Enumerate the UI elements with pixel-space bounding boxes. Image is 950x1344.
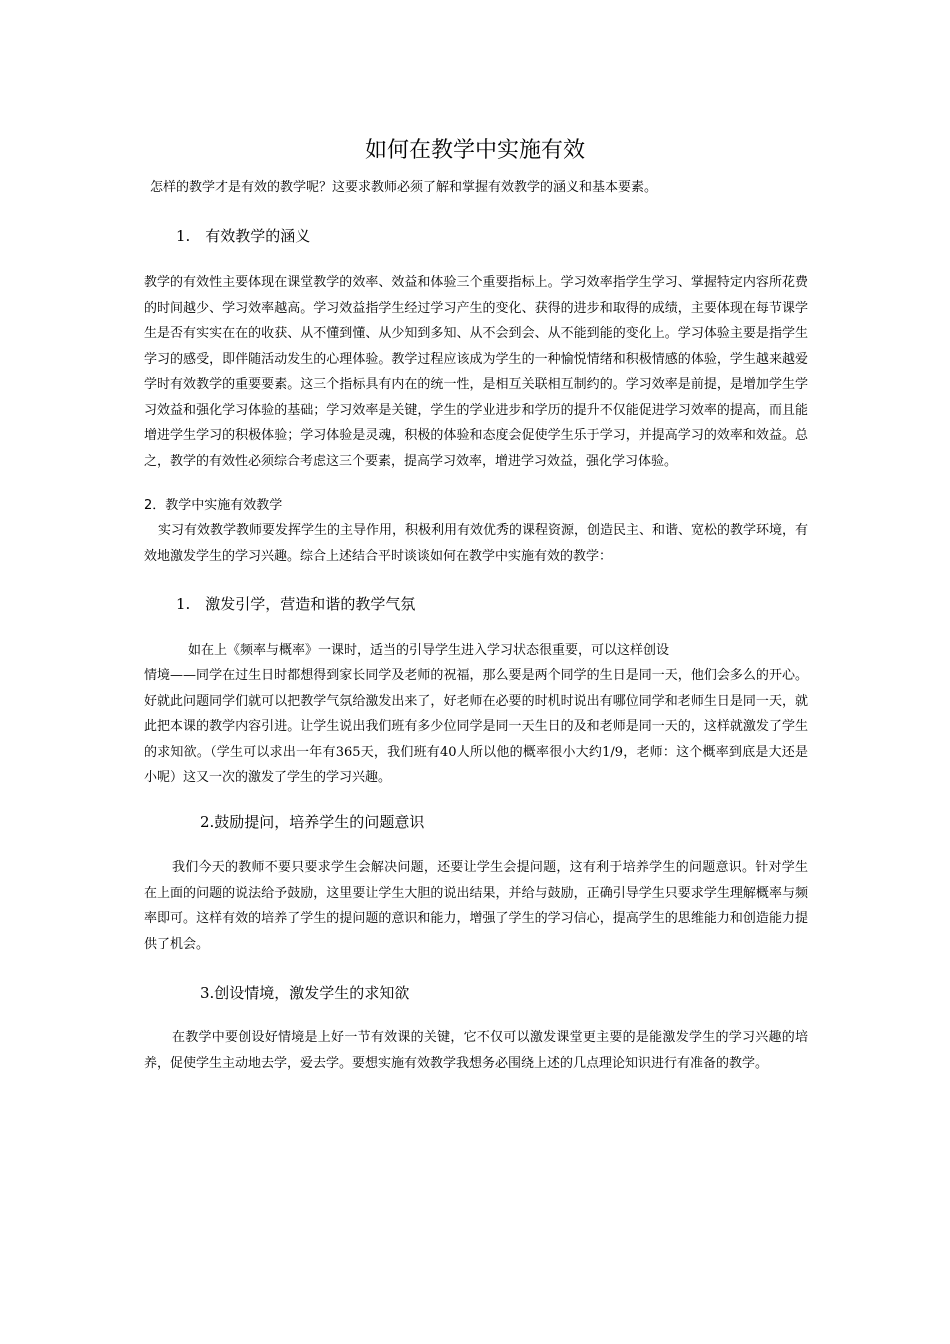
section1-heading: 1. 有效教学的涵义	[176, 227, 311, 245]
point1-heading: 1. 激发引学，营造和谐的教学气氛	[176, 595, 416, 613]
point1-first-line: 如在上《频率与概率》一课时，适当的引导学生进入学习状态很重要，可以这样创设	[188, 643, 670, 658]
point3-heading: 3.创设情境，激发学生的求知欲	[200, 984, 410, 1002]
section1-body: 教学的有效性主要体现在课堂教学的效率、效益和体验三个重要指标上。学习效率指学生学习、掌握特定内容所花费的时间越少、学习效率越高。学习效益指学生经过学习产生的变化、获得的进步和取得的成绩，主要体现在每节课学生是否有实实在在的收获、从不懂到懂、从少知到多知、从不会到会、从不能到能的变化上。学习体验主要是指学生学习的感受，即伴随活动发生的心理体验。教学过程应该成为学生的一种愉悦情绪和积极情感的体验，学生越来越爱学时有效教学的重要要素。这三个指标具有内在的统一性，是相互关联相互制约的。学习效率是前提，是增加学生学习效益和强化学习体验的基础；学习效率是关键，学生的学业进步和学历的提升不仅能促进学习效率的提高，而且能增进学生学习的积极体验；学习体验是灵魂，积极的体验和态度会促使学生乐于学习，并提高学习的效率和效益。总之，教学的有效性必须综合考虑这三个要素，提高学习效率，增进学习效益，强化学习体验。	[144, 275, 808, 469]
point2-body: 我们今天的教师不要只要求学生会解决问题，还要让学生会提问题，这有利于培养学生的问题意识。针对学生在上面的问题的说法给予鼓励，这里要让学生大胆的说出结果，并给与鼓励，正确引导学生只要求学生理解概率与频率即可。这样有效的培养了学生的提问题的意识和能力，增强了学生的学习信心，提高学生的思维能力和创造能力提供了机会。	[144, 860, 808, 952]
intro-paragraph: 怎样的教学才是有效的教学呢？这要求教师必须了解和掌握有效教学的涵义和基本要素。	[150, 180, 658, 195]
section2-body: 实习有效教学教师要发挥学生的主导作用，积极利用有效优秀的课程资源，创造民主、和谐、宽松的教学环境，有效地激发学生的学习兴趣。综合上述结合平时谈谈如何在教学中实施有效的教学：	[144, 523, 809, 564]
document-title: 如何在教学中实施有效	[364, 138, 585, 163]
section2-heading: 2．教学中实施有效教学	[144, 498, 283, 513]
point1-body: 情境——同学在过生日时都想得到家长同学及老师的祝福，那么要是两个同学的生日是同一天，他们会多么的开心。好就此问题同学们就可以把教学气氛给激发出来了，好老师在必要的时机时说出有哪位同学和老师生日是同一天，就此把本课的教学内容引进。让学生说出我们班有多少位同学是同一天生日的及和老师是同一天的，这样就激发了学生的求知欲。（学生可以求出一年有365天，我们班有40人所以他的概率很小大约1/9，老师：这个概率到底是大还是小呢）这又一次的激发了学生的学习兴趣。	[144, 668, 808, 785]
point3-body: 在教学中要创设好情境是上好一节有效课的关键，它不仅可以激发课堂更主要的是能激发学生的学习兴趣的培养，促使学生主动地去学，爱去学。要想实施有效教学我想务必围绕上述的几点理论知识进行有准备的教学。	[144, 1030, 808, 1071]
point2-heading: 2.鼓励提问，培养学生的问题意识	[200, 813, 425, 831]
